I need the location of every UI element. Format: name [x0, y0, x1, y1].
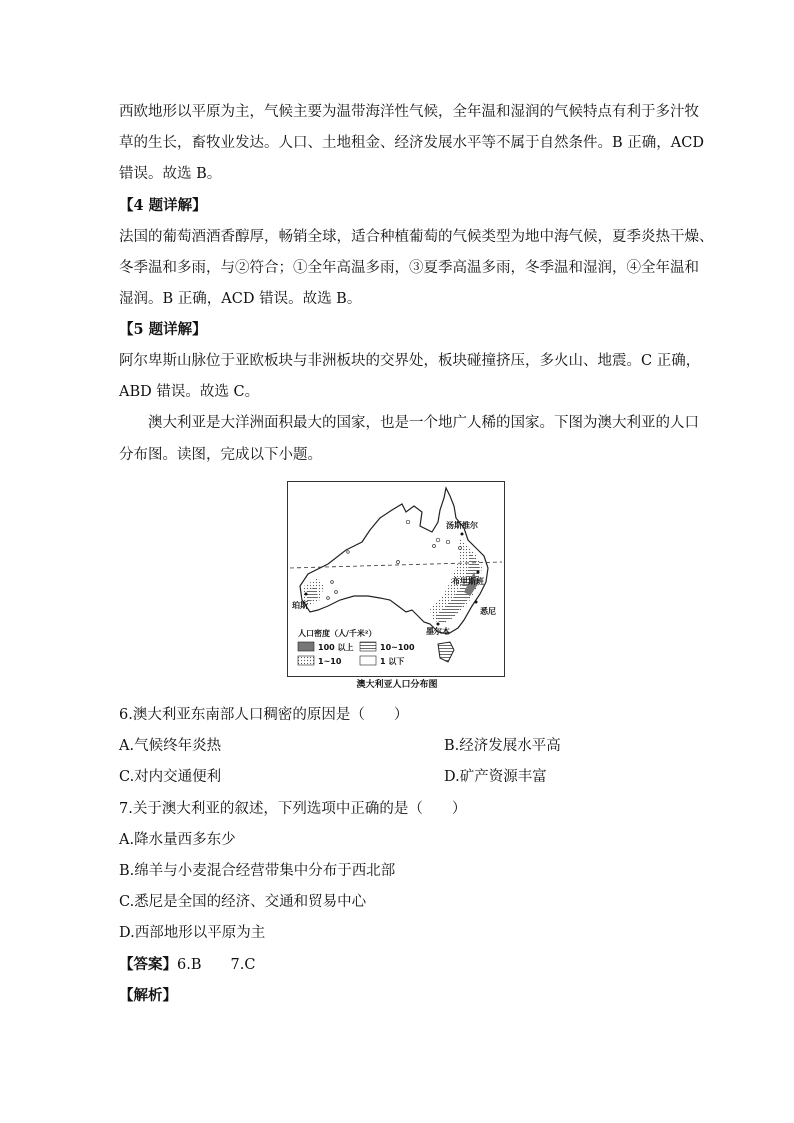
townsville-marker: [461, 533, 464, 536]
sydney-marker: [475, 601, 478, 604]
paragraph-line: 湿润。B 正确，ACD 错误。故选 B。: [119, 291, 362, 307]
legend-title: 人口密度（人/千米²）: [298, 629, 377, 638]
question-7-option-b: B.绵羊与小麦混合经营带集中分布于西北部: [119, 863, 396, 879]
city-label-townsville: 汤斯维尔: [446, 521, 478, 530]
question-6-option-c: C.对内交通便利: [119, 769, 222, 785]
question-6-option-d: D.矿产资源丰富: [444, 769, 547, 785]
legend-label: 100 以上: [318, 643, 354, 652]
intro-line: 分布图。读图，完成以下小题。: [119, 447, 322, 463]
paragraph-line: 法国的葡萄酒酒香醇厚，畅销全球，适合种植葡萄的气候类型为地中海气候，夏季炎热干燥、: [119, 229, 714, 245]
answer-label: 【答案】: [119, 956, 177, 973]
legend-swatch-1-10: [298, 656, 314, 665]
city-label-brisbane: 布里斯班: [452, 577, 484, 586]
answer-value: 6.B 7.C: [177, 957, 256, 973]
paragraph-line: ABD 错误。故选 C。: [119, 384, 260, 400]
tasmania: [438, 642, 454, 662]
city-label-sydney: 悉尼: [480, 607, 496, 616]
intro-line: 澳大利亚是大洋洲面积最大的国家，也是一个地广人稀的国家。下图为澳大利亚的人口: [148, 415, 699, 431]
brisbane-marker: [477, 571, 480, 574]
paragraph-line: 冬季温和多雨，与②符合；①全年高温多雨，③夏季高温多雨，冬季温和湿润，④全年温和: [119, 260, 699, 276]
question-6-stem: 6.澳大利亚东南部人口稠密的原因是（ ）: [119, 707, 409, 723]
figure-caption: 澳大利亚人口分布图: [356, 680, 438, 690]
question-7-option-d: D.西部地形以平原为主: [119, 925, 266, 941]
question-7-option-c: C.悉尼是全国的经济、交通和贸易中心: [119, 894, 367, 910]
perth-marker: [305, 593, 308, 596]
section-heading: 【5 题详解】: [119, 321, 207, 338]
legend-label: 1~10: [318, 657, 342, 666]
legend-swatch-100-plus: [298, 642, 314, 651]
question-7-stem: 7.关于澳大利亚的叙述，下列选项中正确的是（ ）: [119, 801, 467, 817]
paragraph-line: 草的生长，畜牧业发达。人口、土地租金、经济发展水平等不属于自然条件。B 正确，ACD: [119, 135, 704, 151]
legend: [298, 628, 415, 666]
answer-line: [119, 955, 255, 975]
question-6-option-b: B.经济发展水平高: [444, 738, 561, 754]
question-6-option-a: A.气候终年炎热: [119, 738, 222, 754]
legend-swatch-below-1: [360, 656, 376, 665]
analysis-heading: 【解析】: [119, 987, 177, 1004]
melbourne-marker: [437, 623, 440, 626]
paragraph-line: 阿尔卑斯山脉位于亚欧板块与非洲板块的交界处，板块碰撞挤压，多火山、地震。C 正确，: [119, 353, 701, 369]
legend-label: 10~100: [380, 643, 415, 652]
legend-label: 1 以下: [380, 657, 405, 666]
map-svg: [288, 482, 504, 676]
city-label-perth: 珀斯: [292, 601, 308, 610]
australia-population-map: [287, 481, 505, 677]
question-7-option-a: A.降水量西多东少: [119, 832, 236, 848]
paragraph-line: 错误。故选 B。: [119, 166, 222, 182]
city-label-melbourne: 墨尔本: [426, 627, 450, 636]
paragraph-line: 西欧地形以平原为主，气候主要为温带海洋性气候，全年温和湿润的气候特点有利于多汁牧: [119, 104, 699, 120]
legend-swatch-10-100: [360, 642, 376, 651]
section-heading: 【4 题详解】: [119, 197, 207, 214]
